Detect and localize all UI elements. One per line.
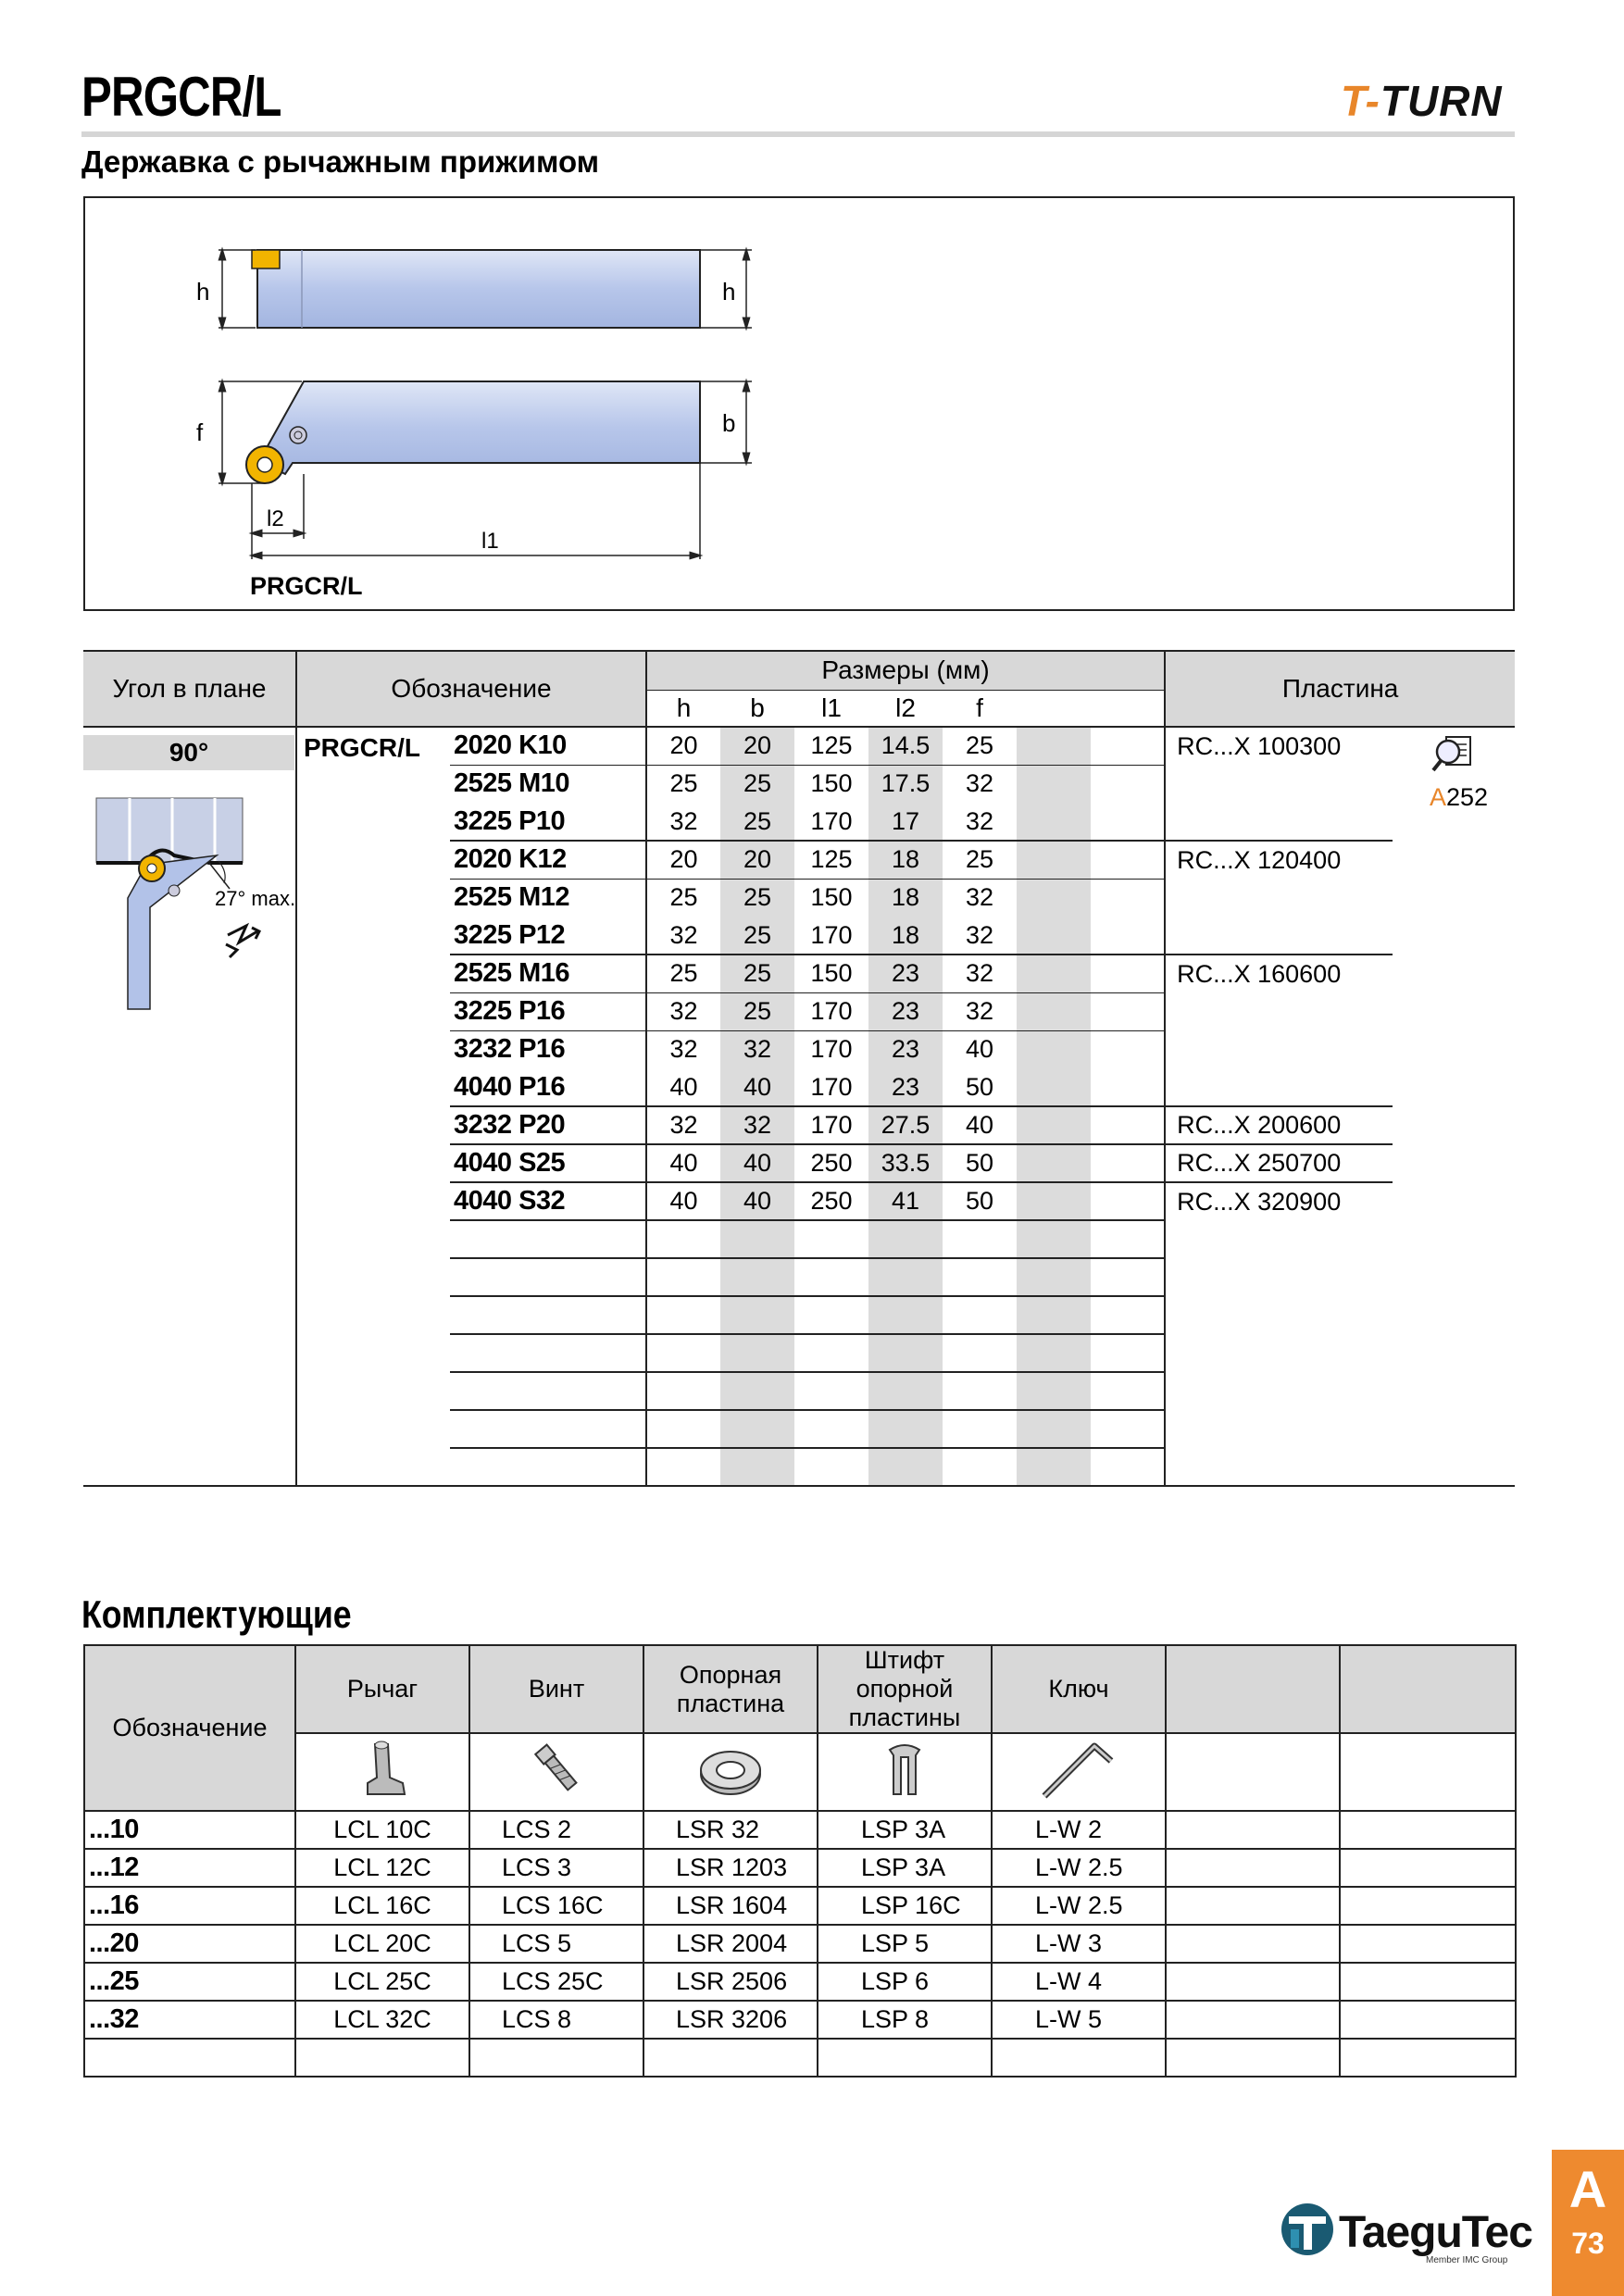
col-header-f: f bbox=[943, 690, 1017, 727]
cell-l1 bbox=[794, 1372, 868, 1410]
taegutec-logo-icon bbox=[1280, 2202, 1337, 2259]
cell-f: 25 bbox=[943, 841, 1017, 879]
accessory-row bbox=[84, 2039, 1516, 2077]
cell-l2: 33.5 bbox=[868, 1144, 943, 1182]
cell-l2 bbox=[868, 1410, 943, 1448]
svg-text:h: h bbox=[722, 278, 736, 306]
page-subtitle: Державка с рычажным прижимом bbox=[81, 144, 600, 179]
row-code: 2020 K10 bbox=[450, 727, 646, 765]
brand-logo: T-TURN bbox=[1341, 77, 1503, 125]
cell-l2: 41 bbox=[868, 1182, 943, 1220]
acc-pin bbox=[818, 2039, 992, 2077]
cell-h: 32 bbox=[646, 992, 720, 1030]
cell-h bbox=[646, 1334, 720, 1372]
cell-h bbox=[646, 1372, 720, 1410]
taegutec-logo-sub: Member IMC Group bbox=[1426, 2255, 1508, 2265]
cell-insert bbox=[1165, 1030, 1393, 1068]
cell-b: 40 bbox=[720, 1144, 794, 1182]
cell-l1: 170 bbox=[794, 1068, 868, 1106]
cell-l2: 18 bbox=[868, 879, 943, 917]
page-number: 73 bbox=[1571, 2227, 1605, 2260]
angle-value: 90° bbox=[83, 735, 294, 770]
acc-shim: LSR 1203 bbox=[643, 1849, 818, 1887]
acc-pin: LSP 16C bbox=[818, 1887, 992, 1925]
acc-screw: LCS 2 bbox=[469, 1811, 643, 1849]
cell-l1: 170 bbox=[794, 1030, 868, 1068]
cell-h: 32 bbox=[646, 1030, 720, 1068]
col-header-b: b bbox=[720, 690, 794, 727]
cell-l2: 17.5 bbox=[868, 765, 943, 803]
cell-f bbox=[943, 1220, 1017, 1258]
cell-b bbox=[720, 1220, 794, 1258]
cell-insert bbox=[1165, 1448, 1393, 1486]
cell-insert bbox=[1165, 1372, 1393, 1410]
row-code bbox=[450, 1448, 646, 1486]
cell-insert bbox=[1165, 992, 1393, 1030]
acc-key: L-W 2 bbox=[992, 1811, 1166, 1849]
row-code bbox=[450, 1296, 646, 1334]
accessory-row bbox=[84, 1811, 1516, 1849]
acc-lever bbox=[295, 2039, 469, 2077]
table-row bbox=[83, 727, 1515, 765]
row-code: 4040 S25 bbox=[450, 1144, 646, 1182]
acc-pin: LSP 8 bbox=[818, 2001, 992, 2039]
acc-pin: LSP 6 bbox=[818, 1963, 992, 2001]
cell-l2 bbox=[868, 1220, 943, 1258]
accessory-row bbox=[84, 1963, 1516, 2001]
cell-insert bbox=[1165, 1334, 1393, 1372]
acc-lever: LCL 10C bbox=[295, 1811, 469, 1849]
cell-insert bbox=[1165, 1220, 1393, 1258]
cell-l2 bbox=[868, 1334, 943, 1372]
cell-insert: RC...X 120400 bbox=[1165, 841, 1393, 879]
row-code: 4040 P16 bbox=[450, 1068, 646, 1106]
cell-l2: 23 bbox=[868, 1068, 943, 1106]
acc-header-designation: Обозначение bbox=[84, 1645, 295, 1811]
acc-header-lever: Рычаг bbox=[295, 1645, 469, 1733]
acc-key: L-W 2.5 bbox=[992, 1849, 1166, 1887]
cell-b: 32 bbox=[720, 1106, 794, 1144]
cell-l1 bbox=[794, 1410, 868, 1448]
cell-h bbox=[646, 1258, 720, 1296]
cell-l2 bbox=[868, 1258, 943, 1296]
cell-b: 25 bbox=[720, 917, 794, 955]
designation-prefix: PRGCR/L bbox=[304, 733, 420, 762]
cell-h bbox=[646, 1220, 720, 1258]
cell-b: 25 bbox=[720, 879, 794, 917]
shim-icon bbox=[643, 1733, 818, 1811]
cell-h: 40 bbox=[646, 1144, 720, 1182]
acc-lever: LCL 25C bbox=[295, 1963, 469, 2001]
acc-header-shim: Опорная пластина bbox=[643, 1645, 818, 1733]
row-code: 2020 K12 bbox=[450, 841, 646, 879]
angle-cell bbox=[83, 733, 294, 770]
row-code bbox=[450, 1258, 646, 1296]
acc-shim bbox=[643, 2039, 818, 2077]
cell-f: 40 bbox=[943, 1030, 1017, 1068]
cell-f bbox=[943, 1296, 1017, 1334]
cell-f bbox=[943, 1258, 1017, 1296]
section-letter: A bbox=[1568, 2160, 1607, 2218]
diagram-label: PRGCR/L bbox=[250, 572, 363, 600]
cell-l2 bbox=[868, 1296, 943, 1334]
acc-shim: LSR 1604 bbox=[643, 1887, 818, 1925]
cell-l1: 170 bbox=[794, 992, 868, 1030]
cell-l1 bbox=[794, 1258, 868, 1296]
cell-b bbox=[720, 1448, 794, 1486]
accessory-row bbox=[84, 2001, 1516, 2039]
col-header-insert: Пластина bbox=[1165, 651, 1515, 727]
cell-insert: RC...X 100300 bbox=[1177, 731, 1342, 760]
cell-h: 25 bbox=[646, 765, 720, 803]
cell-h: 32 bbox=[646, 803, 720, 841]
cell-f: 40 bbox=[943, 1106, 1017, 1144]
row-code: 4040 S32 bbox=[450, 1182, 646, 1220]
cell-b: 25 bbox=[720, 992, 794, 1030]
cell-l1: 170 bbox=[794, 917, 868, 955]
acc-screw: LCS 16C bbox=[469, 1887, 643, 1925]
section-tab bbox=[1552, 2150, 1624, 2296]
page-title: PRGCR/L bbox=[81, 66, 281, 128]
row-code: 3225 P16 bbox=[450, 992, 646, 1030]
cell-f: 50 bbox=[943, 1068, 1017, 1106]
cell-h bbox=[646, 1410, 720, 1448]
cell-l2: 14.5 bbox=[868, 727, 943, 765]
cell-f bbox=[943, 1334, 1017, 1372]
acc-shim: LSR 3206 bbox=[643, 2001, 818, 2039]
cell-l1: 125 bbox=[794, 841, 868, 879]
cell-f: 32 bbox=[943, 917, 1017, 955]
acc-pin: LSP 3A bbox=[818, 1811, 992, 1849]
acc-screw: LCS 8 bbox=[469, 2001, 643, 2039]
cell-l2: 23 bbox=[868, 992, 943, 1030]
cell-l2: 17 bbox=[868, 803, 943, 841]
cell-h: 32 bbox=[646, 917, 720, 955]
cell-h: 25 bbox=[646, 879, 720, 917]
cell-l2: 23 bbox=[868, 955, 943, 992]
row-code: 3225 P12 bbox=[450, 917, 646, 955]
cell-l1: 125 bbox=[810, 731, 853, 760]
cell-f: 32 bbox=[943, 765, 1017, 803]
row-code: 3225 P10 bbox=[450, 803, 646, 841]
cell-h: 20 bbox=[646, 841, 720, 879]
cell-f: 32 bbox=[943, 879, 1017, 917]
cell-h: 32 bbox=[646, 1106, 720, 1144]
taegutec-logo-text: TaeguTec bbox=[1339, 2208, 1532, 2257]
cell-b: 25 bbox=[720, 955, 794, 992]
cell-l1: 150 bbox=[794, 955, 868, 992]
cell-insert bbox=[1165, 1068, 1393, 1106]
cell-insert: RC...X 320900 bbox=[1165, 1182, 1393, 1220]
cell-l2: 23 bbox=[868, 1030, 943, 1068]
accessory-row bbox=[84, 1887, 1516, 1925]
acc-screw: LCS 5 bbox=[469, 1925, 643, 1963]
row-code: 2525 M16 bbox=[450, 955, 646, 992]
cell-l1: 170 bbox=[794, 803, 868, 841]
acc-key bbox=[992, 2039, 1166, 2077]
magnifier-catalog-icon[interactable] bbox=[1430, 733, 1476, 772]
cell-f: 25 bbox=[965, 731, 994, 760]
row-code bbox=[450, 1220, 646, 1258]
cell-l2: 27.5 bbox=[868, 1106, 943, 1144]
row-code: 2525 M12 bbox=[450, 879, 646, 917]
cell-l2 bbox=[868, 1372, 943, 1410]
cell-insert bbox=[1165, 803, 1393, 841]
cell-b: 40 bbox=[720, 1068, 794, 1106]
acc-code: ...20 bbox=[84, 1925, 295, 1963]
cell-h: 25 bbox=[646, 955, 720, 992]
cell-l2: 18 bbox=[868, 917, 943, 955]
cell-insert: RC...X 200600 bbox=[1165, 1106, 1393, 1144]
col-header-l2: l2 bbox=[868, 690, 943, 727]
acc-key: L-W 2.5 bbox=[992, 1887, 1166, 1925]
acc-key: L-W 5 bbox=[992, 2001, 1166, 2039]
col-header-h: h bbox=[646, 690, 720, 727]
cell-insert bbox=[1165, 1296, 1393, 1334]
tool-diagram bbox=[83, 196, 1515, 611]
acc-code: ...25 bbox=[84, 1963, 295, 2001]
acc-code: ...32 bbox=[84, 2001, 295, 2039]
catalog-page-ref[interactable]: A252 bbox=[1430, 783, 1489, 811]
hex-key-icon bbox=[992, 1733, 1166, 1811]
cell-l1 bbox=[794, 1296, 868, 1334]
cell-b bbox=[720, 1296, 794, 1334]
cell-insert bbox=[1165, 765, 1393, 803]
cell-insert bbox=[1165, 917, 1393, 955]
cell-f bbox=[943, 1448, 1017, 1486]
accessory-row bbox=[84, 1849, 1516, 1887]
svg-text:h: h bbox=[196, 278, 210, 306]
svg-text:f: f bbox=[196, 418, 204, 446]
accessories-title: Комплектующие bbox=[81, 1592, 352, 1636]
cell-h: 40 bbox=[646, 1182, 720, 1220]
svg-text:l1: l1 bbox=[481, 529, 499, 554]
cell-insert bbox=[1165, 1258, 1393, 1296]
acc-code: ...16 bbox=[84, 1887, 295, 1925]
acc-shim: LSR 2506 bbox=[643, 1963, 818, 2001]
acc-lever: LCL 32C bbox=[295, 2001, 469, 2039]
col-header-designation: Обозначение bbox=[296, 651, 646, 727]
cell-l1: 250 bbox=[794, 1182, 868, 1220]
svg-text:b: b bbox=[722, 409, 736, 437]
row-code bbox=[450, 1334, 646, 1372]
cell-insert: RC...X 250700 bbox=[1165, 1144, 1393, 1182]
row-code bbox=[450, 1372, 646, 1410]
cell-f bbox=[943, 1410, 1017, 1448]
acc-screw bbox=[469, 2039, 643, 2077]
acc-screw: LCS 25C bbox=[469, 1963, 643, 2001]
cell-b: 25 bbox=[720, 803, 794, 841]
cell-b: 32 bbox=[720, 1030, 794, 1068]
acc-pin: LSP 5 bbox=[818, 1925, 992, 1963]
acc-code: ...12 bbox=[84, 1849, 295, 1887]
cell-insert bbox=[1165, 1410, 1393, 1448]
acc-screw: LCS 3 bbox=[469, 1849, 643, 1887]
acc-lever: LCL 12C bbox=[295, 1849, 469, 1887]
row-code bbox=[450, 1410, 646, 1448]
cell-f: 32 bbox=[943, 803, 1017, 841]
cell-insert: RC...X 160600 bbox=[1165, 955, 1393, 992]
cell-f: 32 bbox=[943, 992, 1017, 1030]
acc-lever: LCL 16C bbox=[295, 1887, 469, 1925]
header-rule bbox=[81, 131, 1515, 137]
cell-b: 25 bbox=[720, 765, 794, 803]
cell-b bbox=[720, 1372, 794, 1410]
cell-b bbox=[720, 1334, 794, 1372]
cell-l1: 150 bbox=[794, 765, 868, 803]
accessory-row bbox=[84, 1925, 1516, 1963]
svg-text:27° max.: 27° max. bbox=[215, 887, 296, 910]
accessories-table bbox=[83, 1644, 1517, 2078]
acc-key: L-W 3 bbox=[992, 1925, 1166, 1963]
cell-l1: 170 bbox=[794, 1106, 868, 1144]
cell-h bbox=[646, 1296, 720, 1334]
cell-f: 50 bbox=[943, 1182, 1017, 1220]
row-code: 3232 P16 bbox=[450, 1030, 646, 1068]
cell-h: 20 bbox=[669, 731, 698, 760]
lever-icon bbox=[295, 1733, 469, 1811]
row-code: 2525 M10 bbox=[450, 765, 646, 803]
col-header-dimensions: Размеры (мм) bbox=[646, 651, 1165, 690]
cell-l2 bbox=[868, 1448, 943, 1486]
angle-illustration bbox=[89, 787, 302, 1018]
cell-h: 40 bbox=[646, 1068, 720, 1106]
acc-header-key: Ключ bbox=[992, 1645, 1166, 1733]
cell-l1: 250 bbox=[794, 1144, 868, 1182]
cell-b bbox=[720, 1258, 794, 1296]
cell-f: 50 bbox=[943, 1144, 1017, 1182]
cell-h bbox=[646, 1448, 720, 1486]
col-header-l1: l1 bbox=[794, 690, 868, 727]
acc-lever: LCL 20C bbox=[295, 1925, 469, 1963]
cell-l1: 150 bbox=[794, 879, 868, 917]
svg-text:l2: l2 bbox=[267, 506, 284, 531]
acc-shim: LSR 2004 bbox=[643, 1925, 818, 1963]
acc-pin: LSP 3A bbox=[818, 1849, 992, 1887]
acc-code bbox=[84, 2039, 295, 2077]
cell-f: 32 bbox=[943, 955, 1017, 992]
shim-pin-icon bbox=[818, 1733, 992, 1811]
col-header-angle: Угол в плане bbox=[83, 651, 296, 727]
screw-icon bbox=[469, 1733, 643, 1811]
cell-l1 bbox=[794, 1448, 868, 1486]
cell-b bbox=[720, 1410, 794, 1448]
holder-table bbox=[83, 650, 1515, 1487]
cell-l1 bbox=[794, 1220, 868, 1258]
row-code: 3232 P20 bbox=[450, 1106, 646, 1144]
cell-b: 20 bbox=[720, 727, 794, 765]
cell-l2: 18 bbox=[868, 841, 943, 879]
acc-header-screw: Винт bbox=[469, 1645, 643, 1733]
cell-f bbox=[943, 1372, 1017, 1410]
acc-code: ...10 bbox=[84, 1811, 295, 1849]
cell-l1 bbox=[794, 1334, 868, 1372]
acc-shim: LSR 32 bbox=[643, 1811, 818, 1849]
cell-b: 20 bbox=[720, 841, 794, 879]
acc-key: L-W 4 bbox=[992, 1963, 1166, 2001]
acc-header-pin: Штифт опорной пластины bbox=[818, 1645, 992, 1733]
cell-b: 40 bbox=[720, 1182, 794, 1220]
cell-insert bbox=[1165, 879, 1393, 917]
